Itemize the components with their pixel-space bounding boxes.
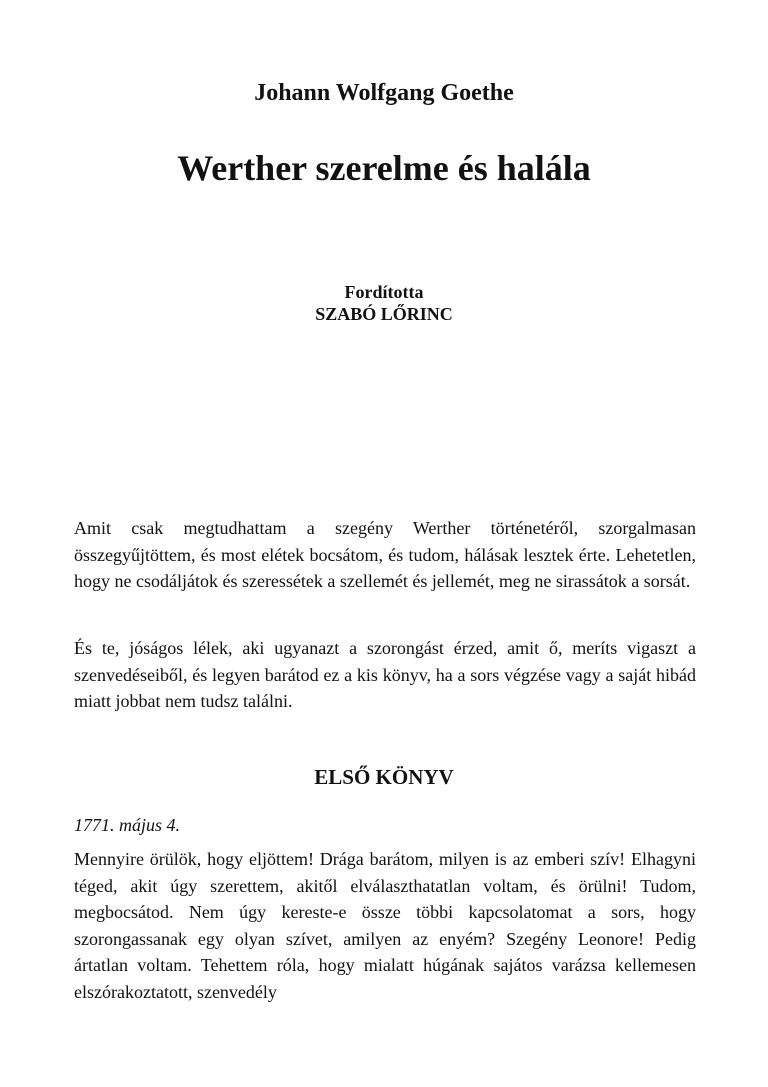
letter-date: 1771. május 4.: [74, 815, 181, 835]
preface-paragraph-1: Amit csak megtudhattam a szegény Werther történetéről, szorgalmasan összegyűjtöttem, és most elétek bocsátom, és tudom, hálásak lesztek érte. Lehetetlen, hogy ne csodáljátok és szeressétek a szellemét és jellemét, meg ne sirassátok a sorsát.: [74, 518, 696, 591]
section-title: ELSŐ KÖNYV: [314, 765, 454, 789]
letter-paragraph: Mennyire örülök, hogy eljöttem! Drága barátom, milyen is az emberi szív! Elhagyni téged, akit úgy szerettem, akitől elválaszthatatlan voltam, és örülni! Tudom, megbocsátod. Nem úgy kereste-e össze többi kapcsolatomat a sors, hogy szorongassanak egy olyan szívet, amilyen az enyém? Szegény Leonore! Pedig ártatlan voltam. Tehettem róla, hogy mialatt húgának sajátos varázsa kellemesen elszórakoztatott, szenvedély: [74, 849, 696, 1002]
book-title: Werther szerelme és halála: [177, 148, 591, 188]
author-name: Johann Wolfgang Goethe: [254, 80, 514, 106]
translator-name: SZABÓ LŐRINC: [315, 304, 453, 324]
translator-label: Fordította: [344, 282, 424, 302]
preface-paragraph-2: És te, jóságos lélek, aki ugyanazt a szorongást érzed, amit ő, meríts vigaszt a szenvedéseiből, és legyen barátod ez a kis könyv, ha a sors végzése vagy a saját hibád miatt jobbat nem tudsz találni.: [74, 638, 696, 711]
